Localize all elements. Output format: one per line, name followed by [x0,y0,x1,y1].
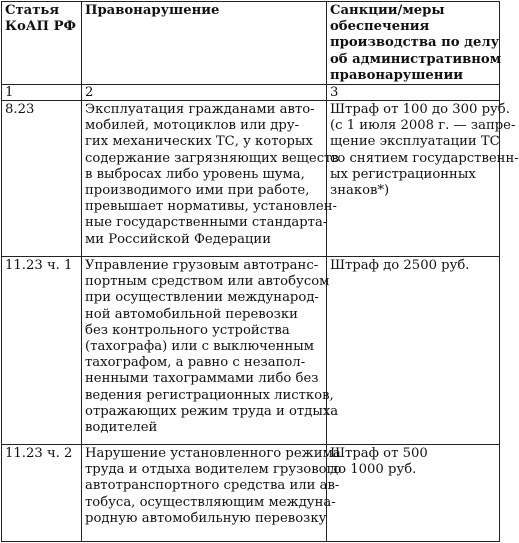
sanction-cell: Штраф до 2500 руб. [327,257,500,445]
column-number-3: 3 [327,85,500,101]
table-row [2,101,500,257]
sanction-cell: Штраф от 100 до 300 руб. (с 1 июля 2008 г. — запре- щение эксплуатации ТС со снятием государственн- ых регистрационных знаков*) [327,101,500,257]
column-number-row [2,85,500,101]
header-article: Статья КоАП РФ [2,2,82,85]
offense-cell: Управление грузовым автотранс- портным средством или автобусом при осуществлении международ- ной автомобильной перевозки без контрольного устройства (тахографа) или с выключенным тахографом, а равно с незапол- ненными тахограммами либо без ведения регистрационных листков, отражающих режим труда и отдыха водителей [82,257,327,445]
table-header-row [2,2,500,85]
koap-violations-table [1,1,519,542]
header-sanction: Санкции/меры обеспечения производства по делу об административном правонарушении [327,2,500,85]
offense-cell: Нарушение установленного режима труда и отдыха водителем грузового автотранспортного средства или ав- тобуса, осуществляющим междуна- родную автомобильную перевозку [82,445,327,542]
table-row [2,257,500,445]
article-cell: 11.23 ч. 2 [2,445,82,542]
offense-cell: Эксплуатация гражданами авто- мобилей, мотоциклов или дру- гих механических ТС, у которых содержание загрязняющих веществ в выбросах либо уровень шума, производимого ими при работе, превышает нормативы, установлен- ные государственными стандарта- ми Российской Федерации [82,101,327,257]
column-number-2: 2 [82,85,327,101]
table-row [2,445,500,542]
article-cell: 11.23 ч. 1 [2,257,82,445]
sanction-cell: Штраф от 500 до 1000 руб. [327,445,500,542]
column-number-1: 1 [2,85,82,101]
header-offense: Правонарушение [82,2,327,85]
article-cell: 8.23 [2,101,82,257]
